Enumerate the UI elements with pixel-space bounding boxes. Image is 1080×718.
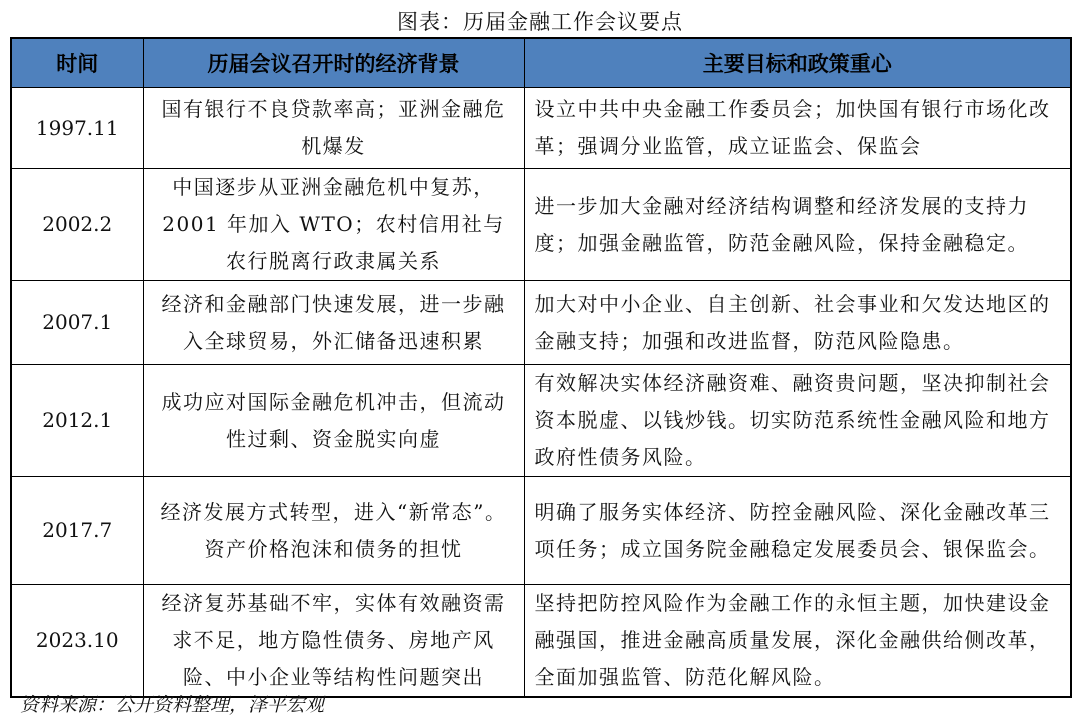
table-row <box>11 477 1071 585</box>
background-cell: 经济和金融部门快速发展，进一步融入全球贸易，外汇储备迅速积累 <box>143 281 524 365</box>
time-cell: 2017.7 <box>11 477 143 585</box>
table-row <box>11 281 1071 365</box>
goals-cell: 坚持把防控风险作为金融工作的永恒主题，加快建设金融强国，推进金融高质量发展，深化金融供给侧改革，全面加强监管、防范化解风险。 <box>524 585 1071 698</box>
goals-cell: 有效解决实体经济融资难、融资贵问题，坚决抑制社会资本脱虚、以钱炒钱。切实防范系统性金融风险和地方政府性债务风险。 <box>524 365 1071 477</box>
time-cell: 2012.1 <box>11 365 143 477</box>
background-cell: 中国逐步从亚洲金融危机中复苏，2001 年加入 WTO；农村信用社与农行脱离行政隶属关系 <box>143 169 524 281</box>
header-row <box>11 38 1071 88</box>
goals-cell: 明确了服务实体经济、防控金融风险、深化金融改革三项任务；成立国务院金融稳定发展委员会、银保监会。 <box>524 477 1071 585</box>
background-cell: 经济发展方式转型，进入“新常态”。资产价格泡沫和债务的担忧 <box>143 477 524 585</box>
time-cell: 2007.1 <box>11 281 143 365</box>
time-cell: 2002.2 <box>11 169 143 281</box>
header-background: 历届会议召开时的经济背景 <box>143 38 524 88</box>
background-cell: 国有银行不良贷款率高；亚洲金融危机爆发 <box>143 88 524 169</box>
source-note: 资料来源：公开资料整理，泽平宏观 <box>20 694 325 716</box>
goals-cell: 加大对中小企业、自主创新、社会事业和欠发达地区的金融支持；加强和改进监督，防范风险隐患。 <box>524 281 1071 365</box>
header-goals: 主要目标和政策重心 <box>524 38 1071 88</box>
time-cell: 2023.10 <box>11 585 143 698</box>
goals-cell: 设立中共中央金融工作委员会；加快国有银行市场化改革；强调分业监管，成立证监会、保监会 <box>524 88 1071 169</box>
table-row <box>11 169 1071 281</box>
goals-cell: 进一步加大金融对经济结构调整和经济发展的支持力度；加强金融监管，防范金融风险，保持金融稳定。 <box>524 169 1071 281</box>
header-time: 时间 <box>11 38 143 88</box>
table-title: 图表：历届金融工作会议要点 <box>397 10 683 34</box>
background-cell: 成功应对国际金融危机冲击，但流动性过剩、资金脱实向虚 <box>143 365 524 477</box>
table-row <box>11 365 1071 477</box>
table-row <box>11 585 1071 698</box>
time-cell: 1997.11 <box>11 88 143 169</box>
background-cell: 经济复苏基础不牢，实体有效融资需求不足，地方隐性债务、房地产风险、中小企业等结构性问题突出 <box>143 585 524 698</box>
meetings-table <box>10 37 1072 698</box>
table-row <box>11 88 1071 169</box>
